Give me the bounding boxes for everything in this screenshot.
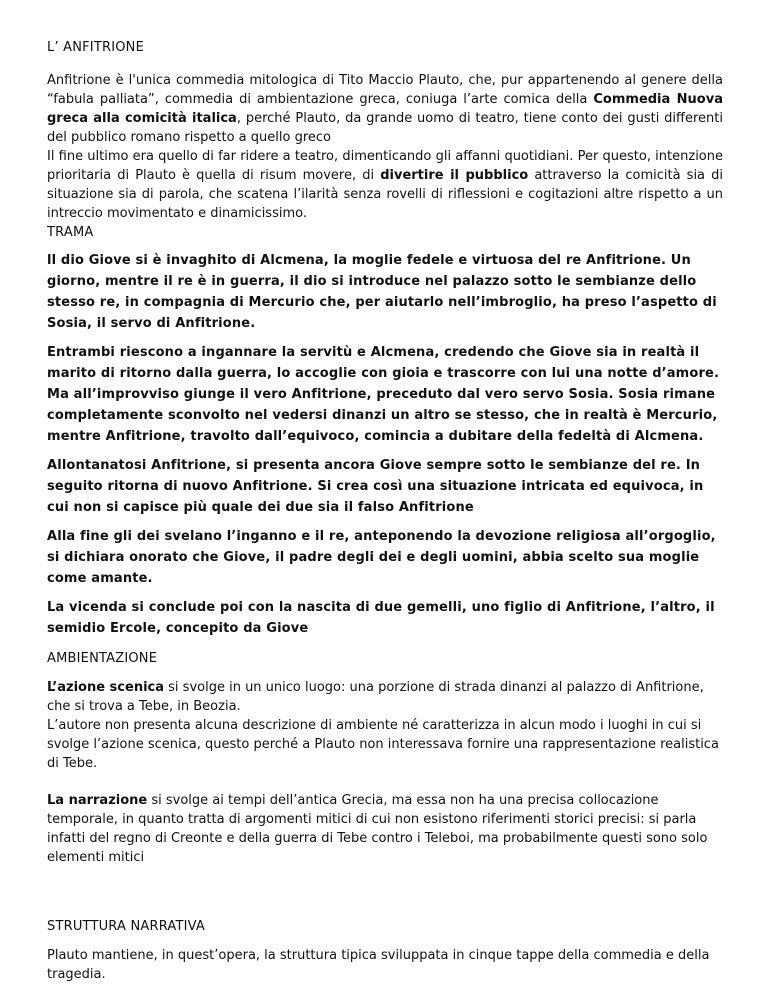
ambientazione-paragraph-1 <box>47 678 723 716</box>
struttura-heading: STRUTTURA NARRATIVA <box>47 919 206 934</box>
document-page <box>47 38 723 984</box>
intro-paragraph-1 <box>47 71 723 147</box>
trama-heading: TRAMA <box>47 225 94 240</box>
ambientazione-paragraph-3 <box>47 791 723 867</box>
intro-text-2a: Il fine ultimo era quello di far ridere a teatro, dimenticando gli affanni quotidiani. Per questo, intenzione prioritaria di Plauto è quella di risum movere, di <box>47 149 723 183</box>
narrazione-text: si svolge ai tempi dell’antica Grecia, ma essa non ha una precisa collocazione temporale, in quanto tratta di argomenti mitici di cui non esistono riferimenti storici precisi: si parla infatti del regno di Creonte e della guerra di Tebe contro i Teleboi, ma probabilmente questi sono solo elementi mitici <box>47 793 708 865</box>
intro-paragraph-2 <box>47 147 723 223</box>
azione-scenica-label: L’azione scenica <box>47 680 165 695</box>
intro-section <box>47 71 723 223</box>
intro-bold-2: divertire il pubblico <box>380 168 529 183</box>
ambientazione-paragraph-2: L’autore non presenta alcuna descrizione di ambiente né caratterizza in alcun modo i luoghi in cui si svolge l’azione scenica, questo perché a Plauto non interessava fornire una rappresentazione realistica di Tebe. <box>47 718 719 771</box>
intro-text-2c: attraverso la comicità sia di situazione sia di parola, che scatena l’ilarità senza rovelli di riflessioni e cogitazioni altre rispetto a un intreccio movimentato e dinamicissimo. <box>47 168 723 221</box>
struttura-paragraph-1: Plauto mantiene, in quest’opera, la struttura tipica sviluppata in cinque tappe della commedia e della tragedia. <box>47 948 710 982</box>
document-title: L’ ANFITRIONE <box>47 40 145 55</box>
trama-paragraph: La vicenda si conclude poi con la nascita di due gemelli, uno figlio di Anfitrione, l’altro, il semidio Ercole, concepito da Giove <box>47 600 715 636</box>
trama-section <box>47 250 723 639</box>
ambientazione-section <box>47 678 723 867</box>
trama-paragraph: Entrambi riescono a ingannare la servitù e Alcmena, credendo che Giove sia in realtà il marito di ritorno dalla guerra, lo accoglie con gioia e trascorre con lui una notte d’amore. Ma all’improvviso giunge il vero Anfitrione, preceduto dal vero servo Sosia. Sosia rimane completamente sconvolto nel vedersi dinanzi un altro se stesso, che in realtà è Mercurio, mentre Anfitrione, travolto dall’equivoco, comincia a dubitare della fedeltà di Alcmena. <box>47 345 720 444</box>
trama-paragraph: ll dio Giove si è invaghito di Alcmena, la moglie fedele e virtuosa del re Anfitrione. Un giorno, mentre il re è in guerra, il dio si introduce nel palazzo sotto le sembianze dello stesso re, in compagnia di Mercurio che, per aiutarlo nell’imbroglio, ha preso l’aspetto di Sosia, il servo di Anfitrione. <box>47 253 717 331</box>
trama-paragraph: Allontanatosi Anfitrione, si presenta ancora Giove sempre sotto le sembianze del re. In seguito ritorna di nuovo Anfitrione. Si crea così una situazione intricata ed equivoca, in cui non si capisce più quale dei due sia il falso Anfitrione <box>47 458 704 515</box>
intro-text-1c: , perché Plauto, da grande uomo di teatro, tiene conto dei gusti differenti del pubblico romano rispetto a quello greco <box>47 111 724 145</box>
intro-bold-1: Commedia Nuova greca alla comicità italica <box>47 92 723 126</box>
narrazione-label: La narrazione <box>47 793 148 808</box>
intro-text-1a: Anfitrione è l'unica commedia mitologica di Tito Maccio Plauto, che, pur appartenendo al genere della “fabula palliata”, commedia di ambientazione greca, coniuga l’arte comica della <box>47 73 723 107</box>
ambientazione-heading: AMBIENTAZIONE <box>47 651 158 666</box>
azione-scenica-text: si svolge in un unico luogo: una porzione di strada dinanzi al palazzo di Anfitrione, che si trova a Tebe, in Beozia. <box>47 680 704 714</box>
trama-paragraph: Alla fine gli dei svelano l’inganno e il re, anteponendo la devozione religiosa all’orgoglio, si dichiara onorato che Giove, il padre degli dei e degli uomini, abbia scelto sua moglie come amante. <box>47 529 716 586</box>
